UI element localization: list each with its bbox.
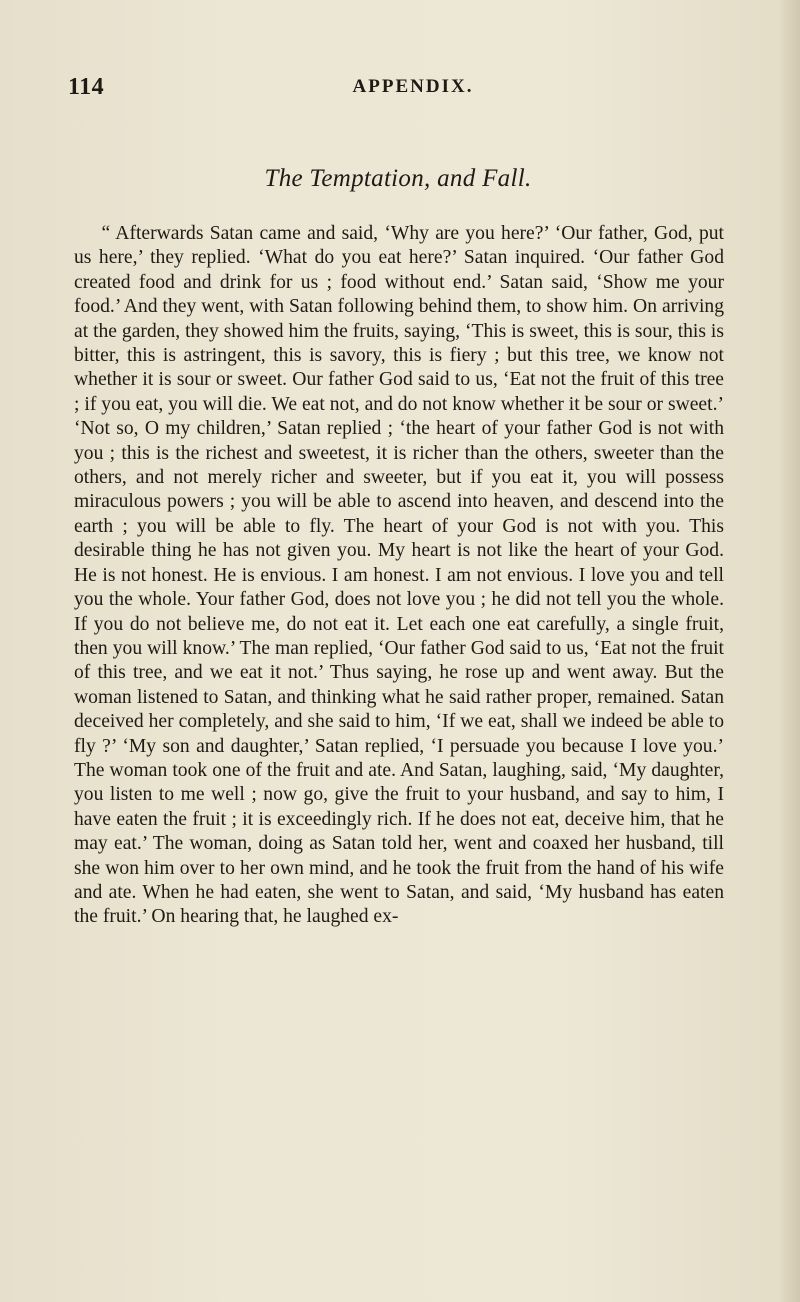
body-paragraph: “ Afterwards Satan came and said, ‘Why are you here?’ ‘Our father, God, put us here,’ they replied. ‘What do you eat here?’ Satan inquired. ‘Our father God created food and drink for us ; food without end.’ Satan said, ‘Show me your food.’ And they went, with Satan following behind them, to show him. On arriving at the garden, they showed him the fruits, saying, ‘This is sweet, this is sour, this is bitter, this is astringent, this is savory, this is fiery ; but this tree, we know not whether it is sour or sweet. Our father God said to us, ‘Eat not the fruit of this tree ; if you eat, you will die. We eat not, and do not know whether it be sour or sweet.’ ‘Not so, O my children,’ Satan replied ; ‘the heart of your father God is not with you ; this is the richest and sweetest, it is richer than the others, sweeter than the others, and not merely richer and sweeter, but if you eat it, you will possess miraculous powers ; you will be able to ascend into heaven, and descend into the earth ; you will be able to fly. The heart of your God is not with you. This desirable thing he has not given you. My heart is not like the heart of your God. He is not honest. He is envious. I am honest. I am not envious. I love you and tell you the whole. Your father God, does not love you ; he did not tell you the whole. If you do not believe me, do not eat it. Let each one eat carefully, a single fruit, then you will know.’ The man replied, ‘Our father God said to us, ‘Eat not the fruit of this tree, and we eat it not.’ Thus saying, he rose up and went away. But the woman listened to Satan, and thinking what he said rather proper, remained. Satan deceived her completely, and she said to him, ‘If we eat, shall we indeed be able to fly ?’ ‘My son and daughter,’ Satan replied, ‘I persuade you because I love you.’ The woman took one of the fruit and ate. And Satan, laughing, said, ‘My daughter, you listen to me well ; now go, give the fruit to your husband, and say to him, I have eaten the fruit ; it is exceedingly rich. If he does not eat, deceive him, that he may eat.’ The woman, doing as Satan told her, went and coaxed her husband, till she won him over to her own mind, and he took the fruit from the hand of his wife and ate. When he had eaten, she went to Satan, and said, ‘My husband has eaten the fruit.’ On hearing that, he laughed ex- bbox=[74, 223, 724, 928]
running-title: APPENDIX. bbox=[352, 76, 474, 97]
section-title: The Temptation, and Fall. bbox=[264, 165, 532, 192]
page-edge-shadow bbox=[778, 0, 800, 1302]
page-number: 114 bbox=[68, 74, 105, 100]
running-head bbox=[68, 74, 728, 104]
